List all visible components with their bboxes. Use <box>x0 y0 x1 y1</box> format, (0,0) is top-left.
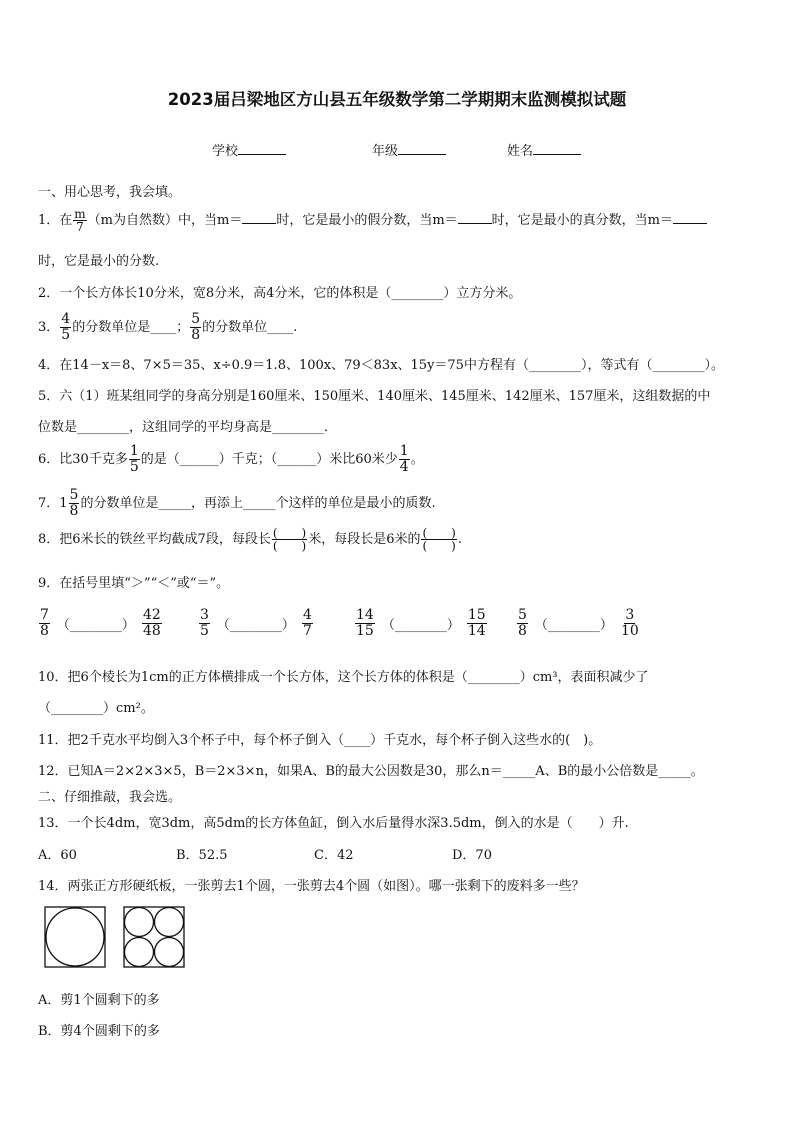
fraction-blank[interactable]: $\frac{( )}{( )}$ <box>422 526 456 553</box>
grade-label: 年级 <box>372 144 399 159</box>
compare-blank[interactable]: （________） <box>56 618 135 633</box>
large-circle <box>46 908 104 966</box>
school-field[interactable] <box>212 140 286 159</box>
fraction-m-over-7: $\frac{m}{7}$ <box>74 207 86 234</box>
q14-option-a[interactable]: A．剪1个圆剩下的多 <box>38 993 160 1008</box>
square-four-circles <box>124 907 184 967</box>
answer-blank[interactable] <box>242 211 276 224</box>
q13-option-b[interactable]: B．52.5 <box>176 848 228 863</box>
name-blank[interactable] <box>533 142 581 155</box>
question-8: 8．把6米长的铁丝平均截成7段，每段长 $\frac{( )}{( )}$ 米，每段长是6米的 $\frac{( )}{( )}$ . <box>38 526 462 553</box>
fraction-5-8: $\frac{5}{8}$ <box>191 311 201 343</box>
question-14: 14．两张正方形硬纸板，一张剪去1个圆，一张剪去4个圆（如图）。哪一张剩下的废料多一些？ <box>38 879 585 894</box>
compare-blank[interactable]: （________） <box>216 618 295 633</box>
fraction-blank[interactable]: $\frac{( )}{( )}$ <box>272 526 307 553</box>
fraction-1-4: $\frac{1}{4}$ <box>399 443 409 475</box>
question-3: 3． $\frac{4}{5}$ 的分数单位是____； $\frac{5}{8}$ 的分数单位____. <box>38 311 298 343</box>
q13-option-c[interactable]: C．42 <box>314 848 354 863</box>
grade-blank[interactable] <box>398 142 446 155</box>
compare-item-1: $\frac{7}{8}$ （________） $\frac{42}{48}$ <box>40 607 161 639</box>
question-2: 2．一个长方体长10分米，宽8分米，高4分米，它的体积是（________）立方分米。 <box>38 286 522 301</box>
question-10-cont: （________）cm²。 <box>38 701 154 716</box>
small-circle <box>125 938 154 967</box>
question-4: 4．在14－x＝8、7×5＝35、x÷0.9＝1.8、100x、79＜83x、15y＝75中方程有（________），等式有（________）。 <box>38 358 724 373</box>
page-title: 2023届吕梁地区方山县五年级数学第二学期期末监测模拟试题 <box>167 90 627 109</box>
square-one-circle <box>45 907 105 967</box>
compare-blank[interactable]: （________） <box>534 618 613 633</box>
question-1: 1．在 $\frac{m}{7}$ （m为自然数）中，当m＝ 时，它是最小的假分数，当m＝ 时，它是最小的真分数，当m＝ <box>38 208 707 233</box>
question-7: 7．1 $\frac{5}{8}$ 的分数单位是_____，再添上_____个这样的单位是最小的质数. <box>38 487 436 519</box>
question-11: 11．把2千克水平均倒入3个杯子中，每个杯子倒入（____）千克水，每个杯子倒入这些水的( )。 <box>38 733 602 748</box>
answer-blank[interactable] <box>458 211 492 224</box>
small-circle <box>155 938 184 967</box>
grade-field[interactable] <box>372 140 446 159</box>
q13-option-a[interactable]: A．60 <box>38 848 77 863</box>
name-field[interactable] <box>507 140 581 159</box>
school-blank[interactable] <box>238 142 286 155</box>
small-circle <box>155 908 184 937</box>
fraction-4-5: $\frac{4}{5}$ <box>61 311 71 343</box>
compare-item-4: $\frac{5}{8}$ （________） $\frac{3}{10}$ <box>518 607 639 639</box>
compare-item-2: $\frac{3}{5}$ （________） $\frac{4}{7}$ <box>200 607 312 639</box>
q13-option-d[interactable]: D．70 <box>452 848 492 863</box>
fraction-5-8: $\frac{5}{8}$ <box>69 487 79 519</box>
compare-blank[interactable]: （________） <box>381 618 460 633</box>
question-9: 9．在括号里填“＞”“＜”或“＝”。 <box>38 576 230 591</box>
q14-figure <box>44 906 194 970</box>
q14-option-b[interactable]: B．剪4个圆剩下的多 <box>38 1024 160 1039</box>
small-circle <box>125 908 154 937</box>
question-5-cont: 位数是________，这组同学的平均身高是________． <box>38 420 338 435</box>
name-label: 姓名 <box>507 144 534 159</box>
section-1-heading: 一、用心思考，我会填。 <box>38 185 182 200</box>
question-6: 6．比30千克多 $\frac{1}{5}$ 的是（______）千克；（______）米比60米少 $\frac{1}{4}$ 。 <box>38 443 424 475</box>
question-13: 13．一个长4dm，宽3dm，高5dm的长方体鱼缸，倒入水后量得水深3.5dm，倒入的水是（ ）升. <box>38 816 629 831</box>
question-12: 12．已知A＝2×2×3×5，B＝2×3×n，如果A、B的最大公因数是30，那么n＝_____A、B的最小公倍数是_____。 <box>38 764 704 779</box>
school-label: 学校 <box>212 144 239 159</box>
question-10: 10．把6个棱长为1cm的正方体横排成一个长方体，这个长方体的体积是（________）cm³，表面积减少了 <box>38 670 649 685</box>
fraction-1-5: $\frac{1}{5}$ <box>129 443 139 475</box>
compare-item-3: $\frac{14}{15}$ （________） $\frac{15}{14}$ <box>356 607 486 639</box>
square-board-2 <box>124 907 184 967</box>
answer-blank[interactable] <box>673 211 707 224</box>
question-5: 5．六（1）班某组同学的身高分别是160厘米、150厘米、140厘米、145厘米、142厘米、157厘米，这组数据的中 <box>38 389 711 404</box>
square-board-1 <box>45 907 105 967</box>
question-1-cont: 时，它是最小的分数. <box>38 254 160 269</box>
section-2-heading: 二、仔细推敲，我会选。 <box>38 790 182 805</box>
